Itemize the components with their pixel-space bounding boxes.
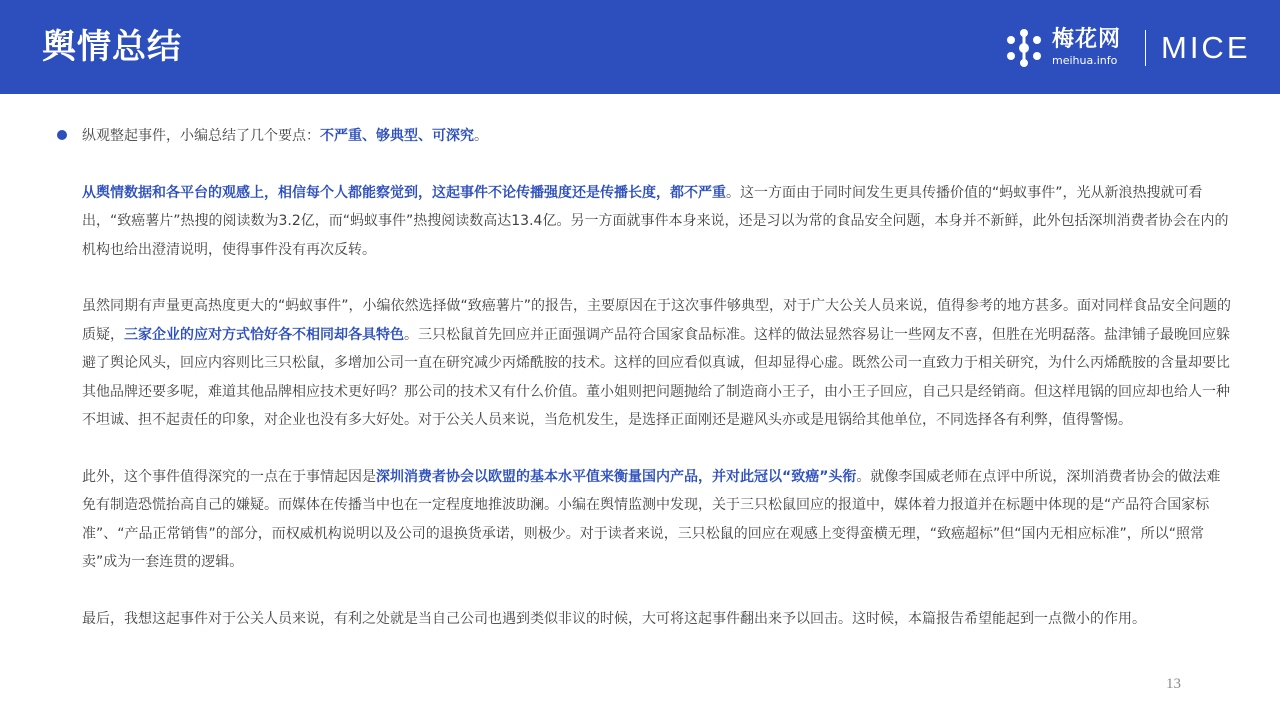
paragraph-not-serious (82, 179, 1232, 265)
paragraph-key-points (82, 122, 1232, 151)
brand-divider (1145, 30, 1146, 66)
highlight-text: 从舆情数据和各平台的观感上，相信每个人都能察觉到，这起事件不论传播强度还是传播长度，都不严重 (82, 184, 726, 201)
brand-product: MICE (1161, 30, 1251, 65)
paragraph-typical (82, 292, 1232, 435)
paragraph-text: 纵观整起事件，小编总结了几个要点： (82, 128, 320, 144)
highlight-text: 深圳消费者协会以欧盟的基本水平值来衡量国内产品，并对此冠以“致癌”头衔 (376, 468, 857, 485)
bullet-dot-icon (57, 130, 67, 140)
paragraph-text: 。就像李国威老师在点评中所说，深圳消费者协会的做法难免有制造恐慌抬高自己的嫌疑。而媒体在传播当中也在一定程度地推波助澜。小编在舆情监测中发现，关于三只松鼠回应的报道中，媒体着力报道并在标题中体现的是“产品符合国家标准”、“产品正常销售”的部分，而权威机构说明以及公司的退换货承诺，则极少。对于读者来说，三只松鼠的回应在观感上变得蛮横无理，“致癌超标”但“国内无相应标准”，所以“照常卖”成为一套连贯的逻辑。 (82, 468, 1221, 570)
highlight-text: 三家企业的应对方式恰好各不相同却各具特色 (124, 326, 404, 343)
brand-url: meihua.info (1052, 54, 1118, 67)
flower-logo-icon (1004, 28, 1044, 68)
paragraph-text: 。 (474, 128, 488, 144)
brand-logo-group (1004, 26, 1254, 68)
paragraph-text: 此外，这个事件值得深究的一点在于事情起因是 (82, 468, 376, 485)
paragraph-worth-exploring (82, 463, 1232, 577)
page-number: 13 (1166, 676, 1181, 692)
paragraph-text: 虽然同期有声量更高热度更大的“蚂蚁事件”，小编依然选择做“致癌薯片”的报告，主要原因在于这次事件够典型，对于广大公关人员来说，值得参考的地方甚多。面对同样食品安全问题的质疑， (82, 298, 1232, 343)
summary-content (82, 122, 1232, 633)
highlight-text: 不严重、够典型、可深究 (320, 128, 474, 144)
paragraph-text: 。三只松鼠首先回应并正面强调产品符合国家食品标准。这样的做法显然容易让一些网友不喜，但胜在光明磊落。盐津铺子最晚回应躲避了舆论风头，回应内容则比三只松鼠，多增加公司一直在研究减少丙烯酰胺的技术。这样的回应看似真诚，但却显得心虚。既然公司一直致力于相关研究，为什么丙烯酰胺的含量却要比其他品牌还要多呢，难道其他品牌相应技术更好吗？那公司的技术又有什么价值。董小姐则把问题抛给了制造商小王子，由小王子回应，自己只是经销商。但这样甩锅的回应却也给人一种不坦诚、担不起责任的印象，对企业也没有多大好处。对于公关人员来说，当危机发生，是选择正面刚还是避风头亦或是甩锅给其他单位，不同选择各有利弊，值得警惕。 (82, 326, 1230, 428)
paragraph-text: 最后，我想这起事件对于公关人员来说，有利之处就是当自己公司也遇到类似非议的时候，大可将这起事件翻出来予以回击。这时候，本篇报告希望能起到一点微小的作用。 (82, 610, 1146, 627)
header-bar (0, 0, 1280, 94)
paragraph-text: 。这一方面由于同时间发生更具传播价值的“蚂蚁事件”，光从新浪热搜就可看出，“致癌薯片”热搜的阅读数为3.2亿，而“蚂蚁事件”热搜阅读数高达13.4亿。另一方面就事件本身来说，还是习以为常的食品安全问题，本身并不新鲜，此外包括深圳消费者协会在内的机构也给出澄清说明，使得事件没有再次反转。 (82, 184, 1229, 258)
brand-name: 梅花网 (1052, 27, 1122, 52)
paragraph-conclusion (82, 605, 1232, 634)
page-title: 舆情总结 (42, 27, 182, 67)
